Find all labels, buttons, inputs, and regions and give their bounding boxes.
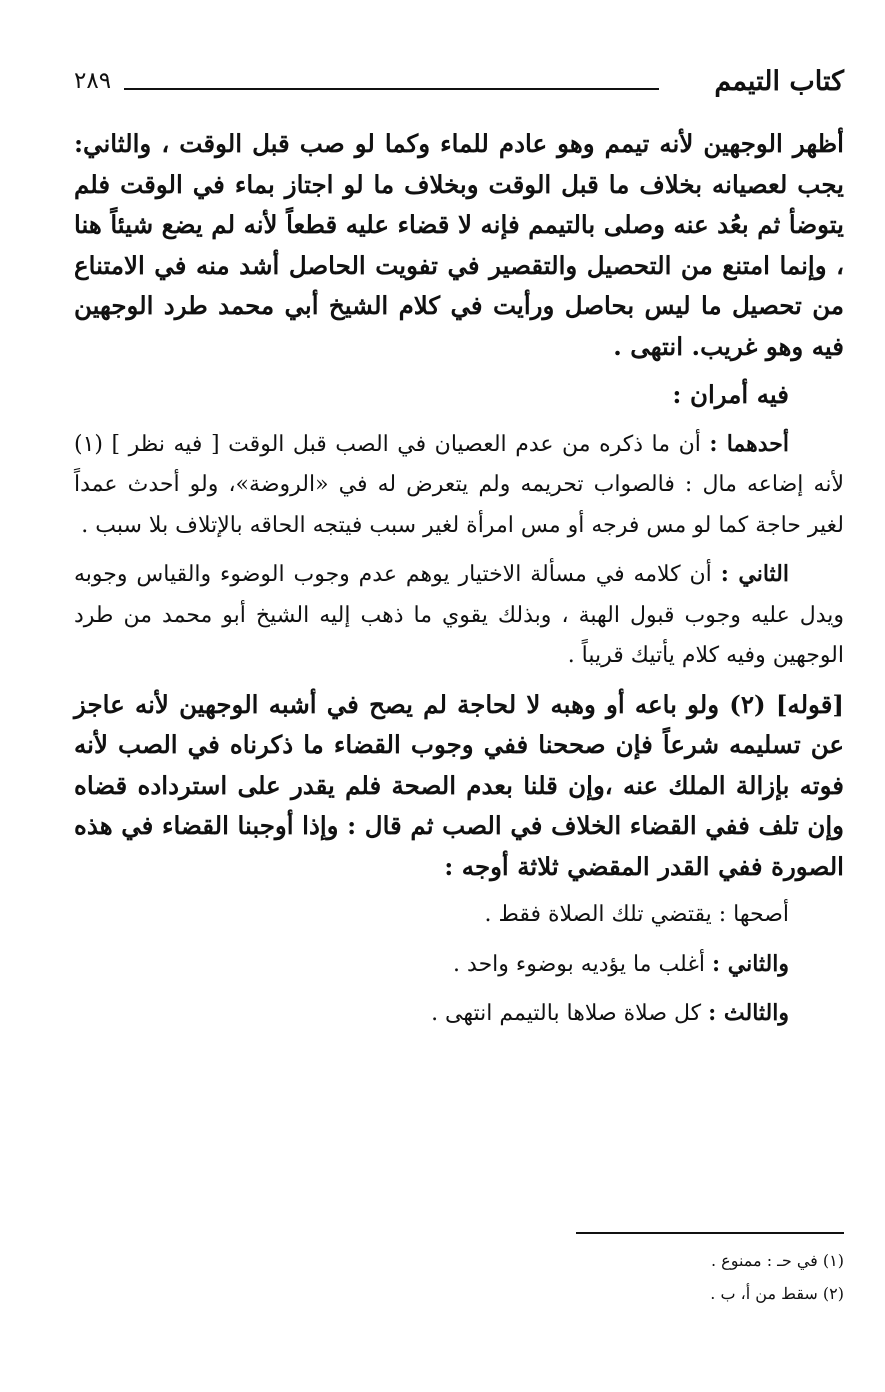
- paragraph-4-lead: الثاني :: [720, 561, 789, 587]
- option-2: [74, 944, 844, 986]
- paragraph-1: أظهر الوجهين لأنه تيمم وهو عادم للماء وكما لو صب قبل الوقت ، والثاني: يجب لعصيانه بخلاف ما قبل الوقت وبخلاف ما لو اجتاز بماء في الوقت فلم يتوضأ ثم بعُد عنه وصلى بالتيمم فإنه لا قضاء عليه قطعاً لأنه لم يضع شيئاً هنا ، وإنما امتنع من التحصيل والتقصير في تفويت الحاصل أشد منه في الامتناع من تحصيل ما ليس بحاصل ورأيت في كلام الشيخ أبي محمد طرد الوجهين فيه وهو غريب. انتهى .: [74, 129, 844, 361]
- paragraph-4-text: أن كلامه في مسألة الاختيار يوهم عدم وجوب الوضوء والقياس وجوبه ويدل عليه وجوب قبول الهبة ، وبذلك يقوي ما ذهب إليه الشيخ أبو محمد من طرد الوجهين وفيه كلام يأتيك قريباً .: [74, 562, 844, 668]
- paragraph-4: [74, 554, 844, 677]
- option-3: [74, 993, 844, 1035]
- chapter-title: كتاب التيمم: [714, 66, 844, 97]
- footnotes: [576, 1232, 844, 1310]
- paragraph-3: [74, 424, 844, 547]
- paragraph-2: فيه أمران :: [672, 380, 789, 409]
- header-rule: [124, 88, 659, 90]
- footnote-2: (٢) سقط من أ، ب .: [710, 1284, 844, 1303]
- option-3-text: كل صلاة صلاها بالتيمم انتهى .: [431, 1001, 702, 1026]
- paragraph-3-text: أن ما ذكره من عدم العصيان في الصب قبل الوقت [ فيه نظر ] (١) لأنه إضاعه مال : فالصواب تحريمه ولم يتعرض له في «الروضة»، ولو أحدث عمداً لغير حاجة كما لو مس فرجه أو مس امرأة لغير سبب فيتجه الحاقه بالإتلاف بلا سبب .: [74, 431, 844, 538]
- option-2-text: أغلب ما يؤديه بوضوء واحد .: [453, 951, 705, 977]
- paragraph-3-lead: أحدهما :: [709, 430, 789, 457]
- option-3-lead: والثالث :: [708, 1000, 789, 1026]
- page-number: ٢٨٩: [74, 68, 112, 94]
- main-text: [74, 124, 844, 1035]
- option-2-lead: والثاني :: [711, 950, 789, 977]
- paragraph-5: [قوله] (٢) ولو باعه أو وهبه لا لحاجة لم يصح في أشبه الوجهين لأنه عاجز عن تسليمه شرعاً فإن صححنا ففي وجوب القضاء ما ذكرناه في الصب لأنه فوته بإزالة الملك عنه ،وإن قلنا بعدم الصحة فلم يقدر على استرداده قضاه وإن تلف ففي القضاء الخلاف في الصب ثم قال : وإذا أوجبنا القضاء في هذه الصورة ففي القدر المقضي ثلاثة أوجه :: [74, 689, 844, 881]
- footnote-1: (١) في حـ : ممنوع .: [710, 1251, 844, 1270]
- running-header: [74, 66, 844, 106]
- footnote-rule: [576, 1232, 844, 1234]
- option-1: أصحها : يقتضي تلك الصلاة فقط .: [484, 902, 789, 927]
